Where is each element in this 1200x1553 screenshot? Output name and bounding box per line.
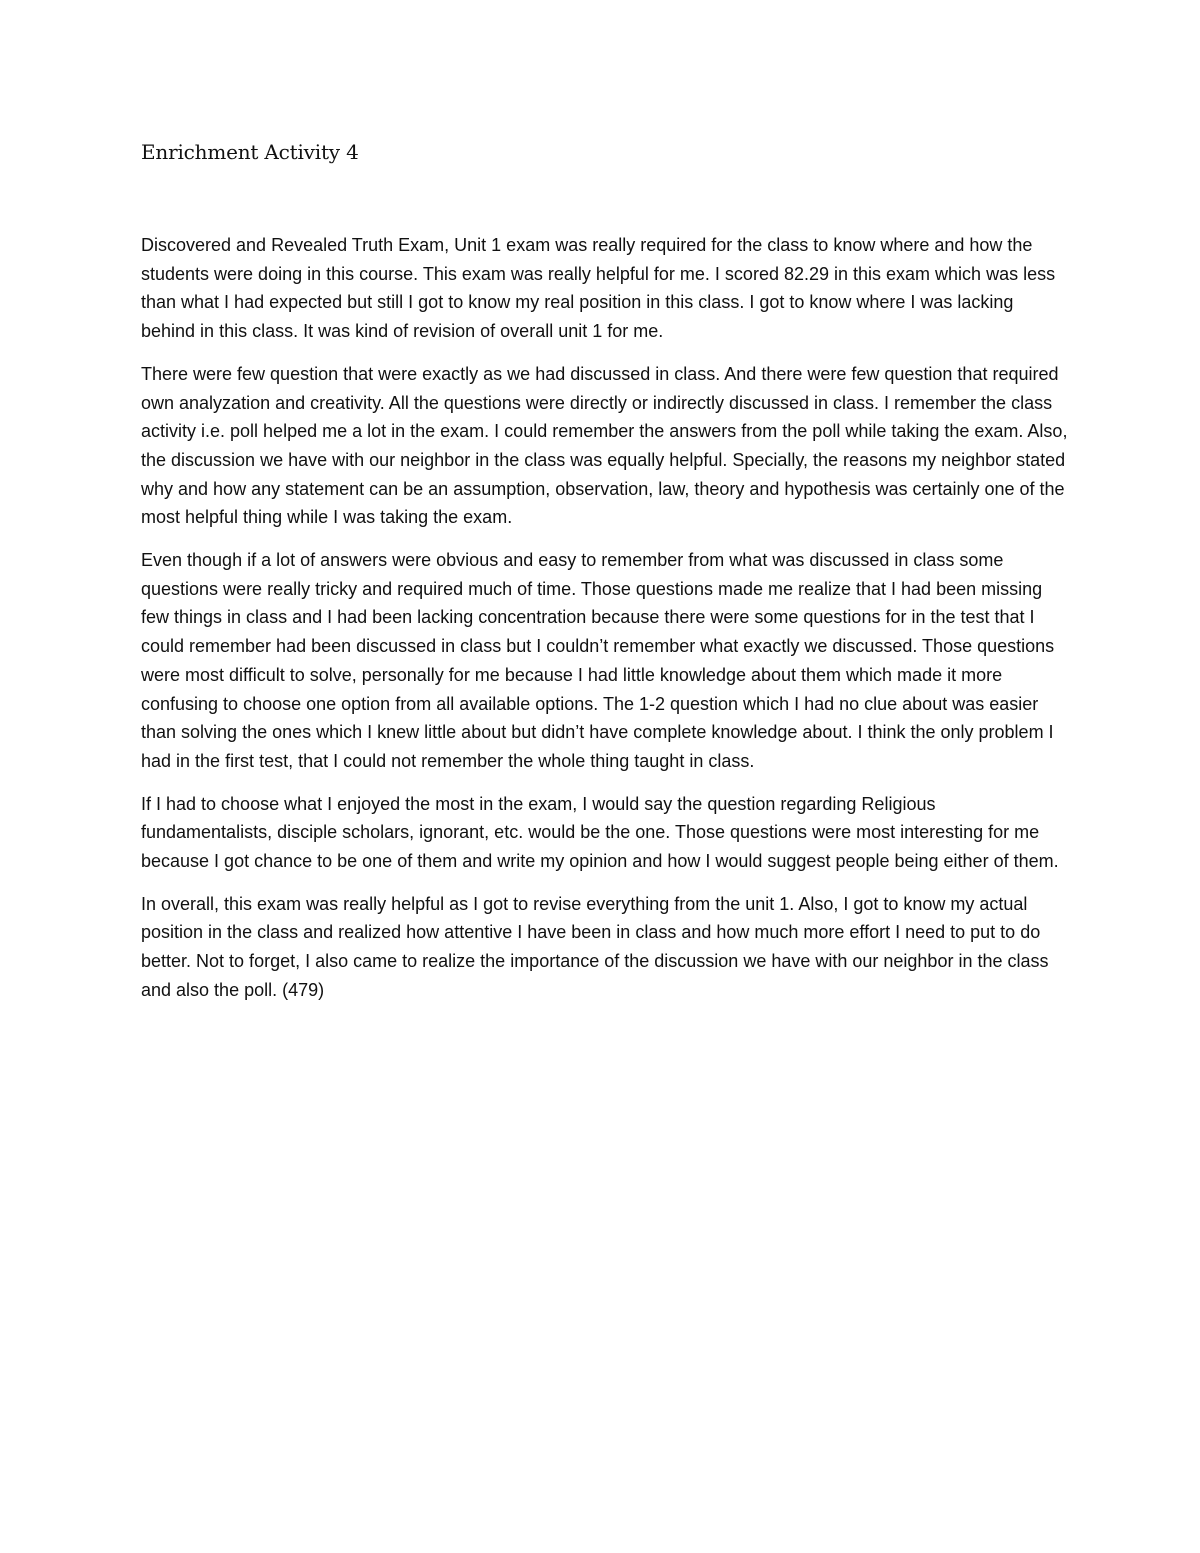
paragraph-class-discussion: There were few question that were exactly as we had discussed in class. And there were few question that required own analyzation and creativity. All the questions were directly or indirectly discussed in class. I remember the class activity i.e. poll helped me a lot in the exam. I could remember the answers from the poll while taking the exam. Also, the discussion we have with our neighbor in the class was equally helpful. Specially, the reasons my neighbor stated why and how any statement can be an assumption, observation, law, theory and hypothesis was certainly one of the most helpful thing while I was taking the exam. (141, 363, 1068, 528)
document-body (141, 231, 1071, 1019)
document-title: Enrichment Activity 4 (141, 140, 359, 164)
paragraph-difficult-questions: Even though if a lot of answers were obvious and easy to remember from what was discussed in class some questions were really tricky and required much of time. Those questions made me realize that I had been missing few things in class and I had been lacking concentration because there were some questions for in the test that I could remember had been discussed in class but I couldn’t remember what exactly we discussed. Those questions were most difficult to solve, personally for me because I had little knowledge about them which made it more confusing to choose one option from all available options. The 1-2 question which I had no clue about was easier than solving the ones which I knew little about but didn’t have complete knowledge about. I think the only problem I had in the first test, that I could not remember the whole thing taught in class. (141, 550, 1055, 771)
paragraph-enjoyed-questions: If I had to choose what I enjoyed the most in the exam, I would say the question regarding Religious fundamentalists, disciple scholars, ignorant, etc. would be the one. Those questions were most interesting for me because I got chance to be one of them and write my opinion and how I would suggest people being either of them. (141, 793, 1059, 872)
paragraph-exam-overview: Discovered and Revealed Truth Exam, Unit 1 exam was really required for the class to know where and how the students were doing in this course. This exam was really helpful for me. I scored 82.29 in this exam which was less than what I had expected but still I got to know my real position in this class. I got to know where I was lacking behind in this class. It was kind of revision of overall unit 1 for me. (141, 235, 1056, 342)
paragraph-conclusion: In overall, this exam was really helpful as I got to revise everything from the unit 1. Also, I got to know my actual position in the class and realized how attentive I have been in class and how much more effort I need to put to do better. Not to forget, I also came to realize the importance of the discussion we have with our neighbor in the class and also the poll. (479) (141, 893, 1049, 1000)
